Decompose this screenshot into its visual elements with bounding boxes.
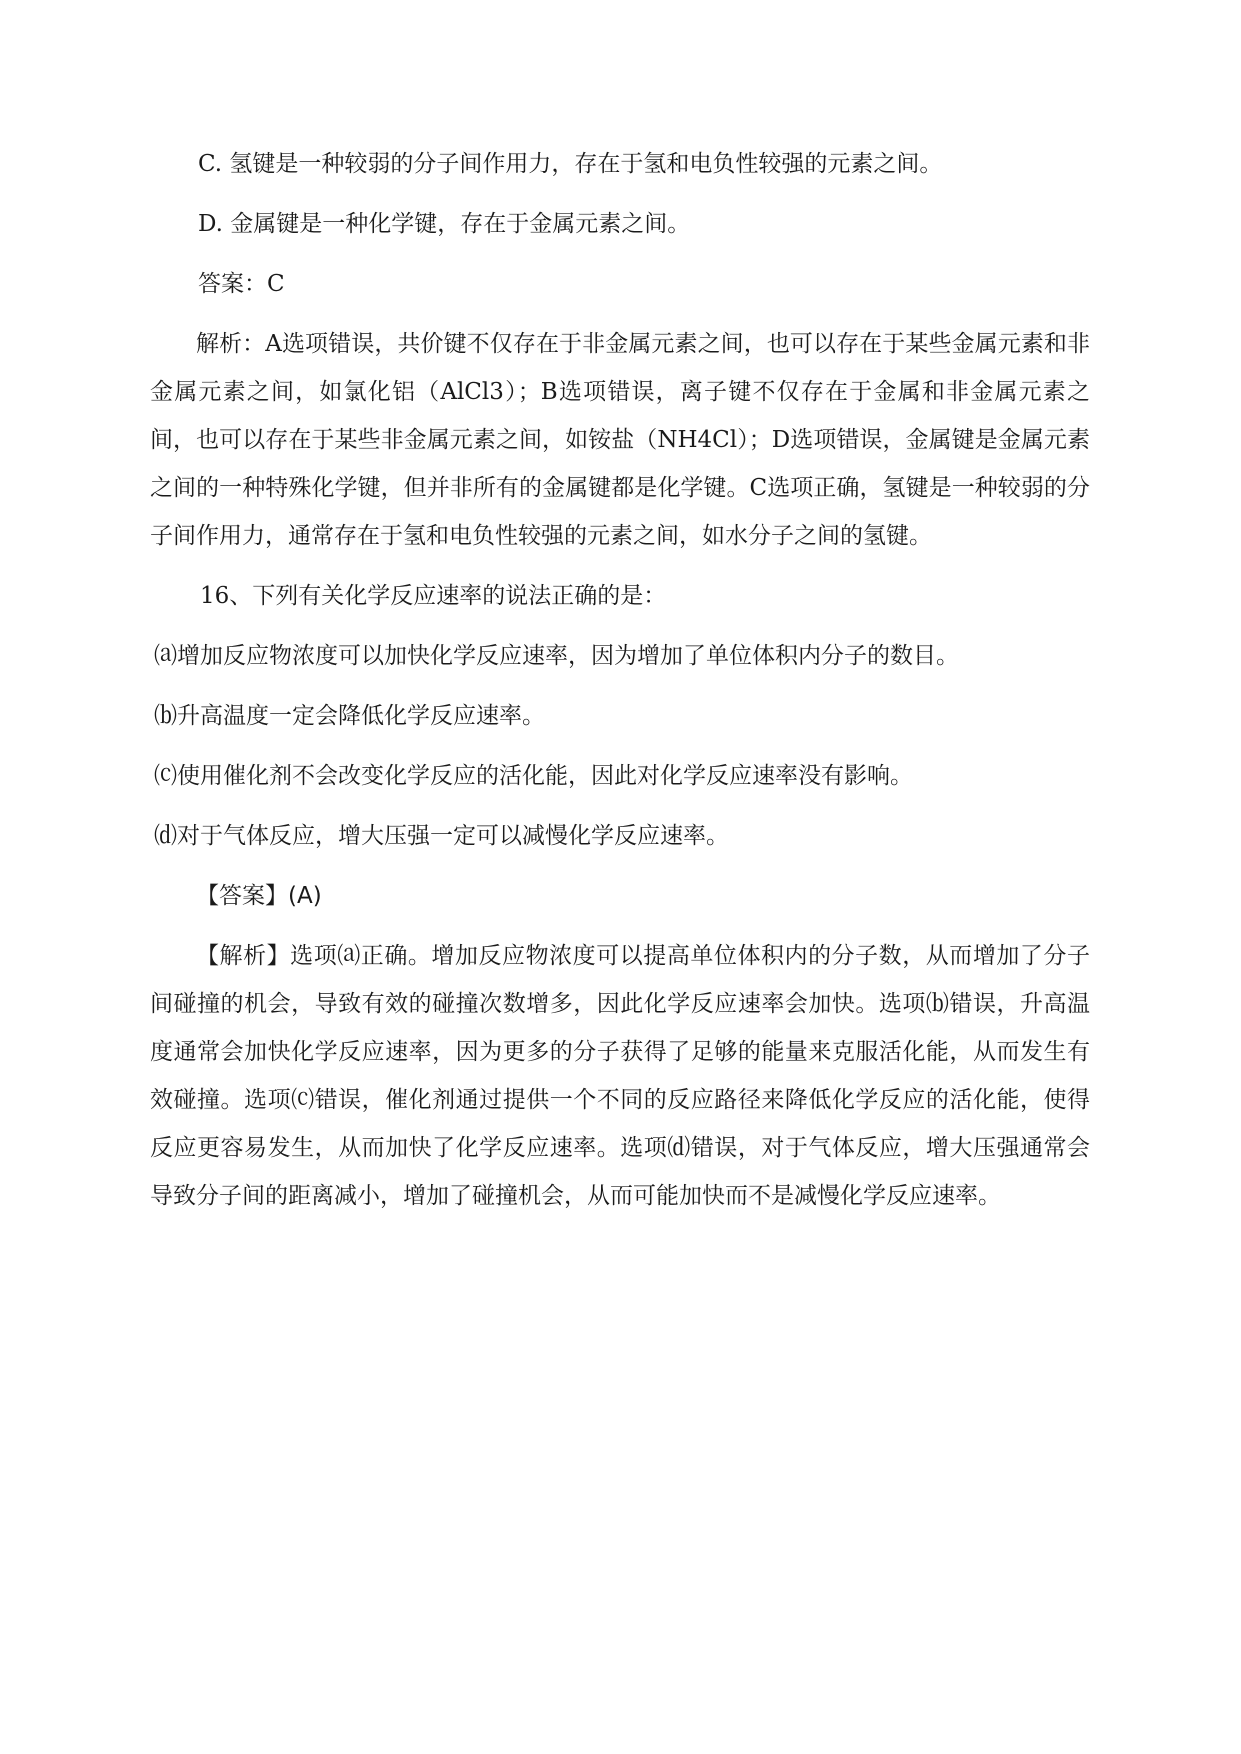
answer-16-value: (A)	[288, 883, 322, 909]
option-d: D. 金属键是一种化学键，存在于金属元素之间。	[198, 211, 691, 237]
question-16-option-a: ⒜增加反应物浓度可以加快化学反应速率，因为增加了单位体积内分子的数目。	[154, 643, 959, 669]
question-16-option-c: ⒞使用催化剂不会改变化学反应的活化能，因此对化学反应速率没有影响。	[154, 763, 913, 789]
analysis-15: 解析：A选项错误，共价键不仅存在于非金属元素之间，也可以存在于某些金属元素和非金属元素之间，如氯化铝（AlCl3）；B选项错误，离子键不仅存在于金属和非金属元素之间，也可以存在于某些非金属元素之间，如铵盐（NH4Cl）；D选项错误，金属键是金属元素之间的一种特殊化学键，但并非所有的金属键都是化学键。C选项正确，氢键是一种较弱的分子间作用力，通常存在于氢和电负性较强的元素之间，如水分子之间的氢键。	[150, 331, 1090, 549]
question-16-title: 16、下列有关化学反应速率的说法正确的是：	[200, 583, 667, 609]
option-c: C. 氢键是一种较弱的分子间作用力，存在于氢和电负性较强的元素之间。	[198, 151, 943, 177]
answer-15: 答案：C	[198, 271, 285, 297]
answer-16	[150, 872, 1090, 920]
analysis-16-text: 选项⒜正确。增加反应物浓度可以提高单位体积内的分子数，从而增加了分子间碰撞的机会，导致有效的碰撞次数增多，因此化学反应速率会加快。选项⒝错误，升高温度通常会加快化学反应速率，因为更多的分子获得了足够的能量来克服活化能，从而发生有效碰撞。选项⒞错误，催化剂通过提供一个不同的反应路径来降低化学反应的活化能，使得反应更容易发生，从而加快了化学反应速率。选项⒟错误，对于气体反应，增大压强通常会导致分子间的距离减小，增加了碰撞机会，从而可能加快而不是减慢化学反应速率。	[150, 943, 1091, 1209]
answer-16-label: 【答案】	[196, 883, 288, 909]
analysis-16	[150, 932, 1090, 1220]
analysis-16-label: 【解析】	[196, 943, 291, 969]
question-16-option-b: ⒝升高温度一定会降低化学反应速率。	[154, 703, 545, 729]
document-content	[150, 140, 1090, 1232]
question-16-option-d: ⒟对于气体反应，增大压强一定可以减慢化学反应速率。	[154, 823, 729, 849]
